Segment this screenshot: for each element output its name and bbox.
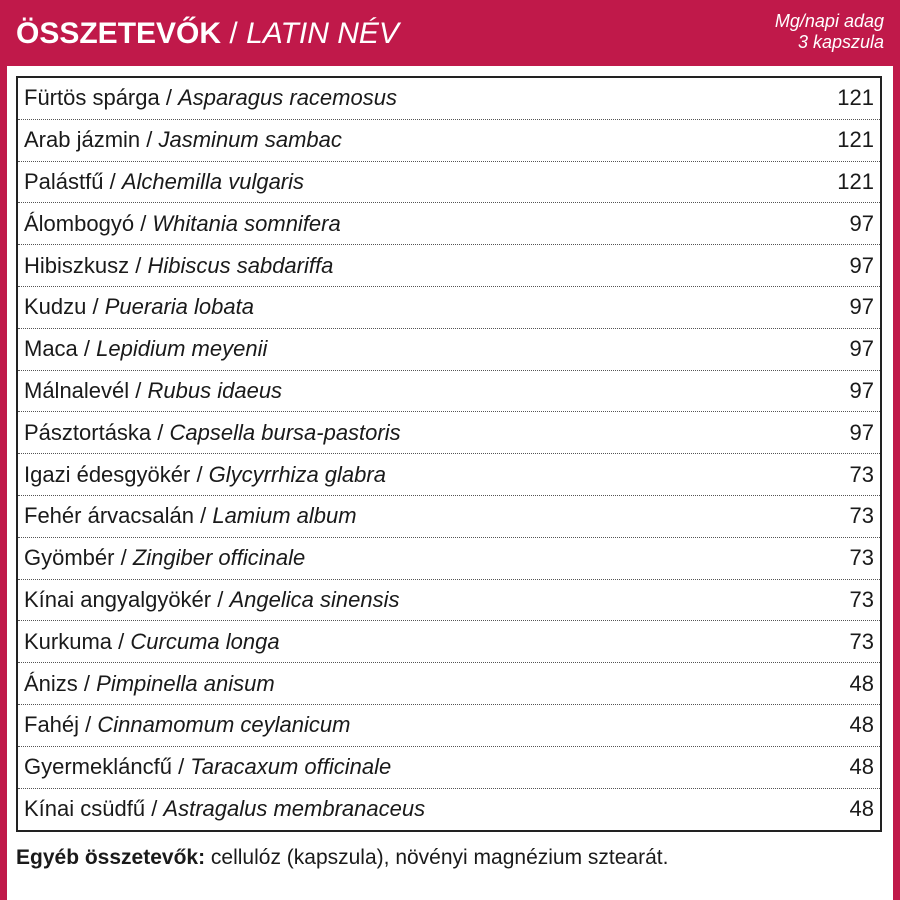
ingredient-common-name: Málnalevél	[24, 377, 130, 403]
ingredient-latin-name: Angelica sinensis	[229, 586, 400, 612]
ingredient-common-name: Kínai csüdfű	[24, 796, 146, 822]
ingredient-dose-value: 97	[849, 210, 874, 236]
ingredient-dose-value: 97	[849, 377, 874, 403]
other-ingredients-label: Egyéb összetevők:	[16, 846, 206, 869]
ingredient-latin-name: Cinnamomum ceylanicum	[97, 712, 351, 738]
ingredient-latin-name: Taracaxum officinale	[190, 754, 392, 780]
name-separator: /	[151, 419, 170, 445]
table-row	[18, 496, 880, 538]
name-separator: /	[86, 294, 105, 320]
name-separator: /	[79, 712, 98, 738]
table-row	[18, 454, 880, 496]
ingredient-dose-value: 48	[849, 670, 874, 696]
name-separator: /	[145, 796, 164, 822]
ingredient-common-name: Gyömbér	[24, 545, 115, 571]
table-row	[18, 412, 880, 454]
ingredient-name-cell	[24, 503, 357, 529]
ingredient-name-cell	[24, 671, 275, 697]
ingredient-latin-name: Whitania somnifera	[152, 210, 341, 236]
table-row	[18, 747, 880, 789]
ingredient-latin-name: Rubus idaeus	[147, 377, 283, 403]
ingredient-dose-value: 121	[837, 168, 874, 194]
ingredient-latin-name: Alchemilla vulgaris	[121, 168, 305, 194]
ingredient-common-name: Fehér árvacsalán	[24, 503, 194, 529]
ingredient-dose-value: 97	[849, 252, 874, 278]
ingredient-name-cell	[24, 712, 350, 738]
ingredient-latin-name: Hibiscus sabdariffa	[147, 252, 334, 278]
name-separator: /	[112, 628, 131, 654]
ingredient-latin-name: Glycyrrhiza glabra	[208, 461, 386, 487]
header-bar	[0, 0, 900, 66]
ingredient-common-name: Palástfű	[24, 168, 104, 194]
ingredient-common-name: Igazi édesgyökér	[24, 461, 191, 487]
name-separator: /	[77, 670, 97, 696]
table-row	[18, 329, 880, 371]
ingredient-name-cell	[24, 294, 254, 320]
table-row	[18, 78, 880, 120]
table-row	[18, 580, 880, 622]
ingredient-common-name: Kudzu	[24, 294, 87, 320]
ingredient-common-name: Kurkuma	[24, 628, 113, 654]
table-row	[18, 621, 880, 663]
ingredient-name-cell	[24, 796, 425, 822]
name-separator: /	[134, 210, 153, 236]
ingredient-name-cell	[24, 127, 342, 153]
other-ingredients	[16, 846, 882, 870]
ingredient-name-cell	[24, 169, 304, 195]
ingredient-name-cell	[24, 629, 280, 655]
name-separator: /	[77, 336, 97, 362]
name-separator: /	[140, 127, 159, 153]
title-latin: LATIN NÉV	[246, 17, 399, 50]
ingredient-name-cell	[24, 211, 341, 237]
ingredient-dose-value: 73	[849, 461, 874, 487]
ingredient-common-name: Kínai angyalgyökér	[24, 586, 212, 612]
ingredient-name-cell	[24, 85, 397, 111]
dose-heading	[775, 11, 884, 53]
name-separator: /	[129, 377, 148, 403]
name-separator: /	[171, 754, 191, 780]
ingredient-dose-value: 97	[849, 294, 874, 320]
ingredient-latin-name: Curcuma longa	[130, 628, 280, 654]
dose-line-2: 3 kapszula	[797, 32, 884, 52]
ingredient-latin-name: Lepidium meyenii	[96, 336, 268, 362]
ingredient-name-cell	[24, 462, 386, 488]
table-row	[18, 162, 880, 204]
ingredient-common-name: Maca	[24, 336, 78, 362]
ingredient-dose-value: 97	[849, 419, 874, 445]
name-separator: /	[190, 461, 209, 487]
table-row	[18, 705, 880, 747]
ingredient-name-cell	[24, 253, 333, 279]
name-separator: /	[193, 503, 213, 529]
ingredient-common-name: Fahéj	[24, 712, 80, 738]
ingredient-dose-value: 48	[849, 796, 874, 822]
ingredient-latin-name: Jasminum sambac	[158, 127, 342, 153]
ingredient-name-cell	[24, 336, 267, 362]
ingredient-common-name: Ánizs	[24, 670, 78, 696]
table-row	[18, 538, 880, 580]
ingredient-dose-value: 73	[849, 503, 874, 529]
ingredient-dose-value: 121	[837, 127, 874, 153]
title-main: ÖSSZETEVŐK	[16, 17, 222, 50]
other-ingredients-text: cellulóz (kapszula), növényi magnézium sztearát.	[205, 846, 669, 869]
ingredient-name-cell	[24, 378, 282, 404]
table-row	[18, 287, 880, 329]
table-row	[18, 663, 880, 705]
ingredient-latin-name: Pueraria lobata	[104, 294, 254, 320]
title-separator: /	[221, 17, 247, 50]
page-title	[16, 14, 399, 54]
name-separator: /	[103, 168, 122, 194]
name-separator: /	[129, 252, 148, 278]
name-separator: /	[159, 85, 179, 111]
ingredient-common-name: Gyermekláncfű	[24, 754, 172, 780]
ingredient-latin-name: Astragalus membranaceus	[163, 796, 426, 822]
ingredient-common-name: Hibiszkusz	[24, 252, 130, 278]
ingredient-name-cell	[24, 754, 391, 780]
ingredient-common-name: Álombogyó	[24, 210, 135, 236]
ingredient-common-name: Fürtös spárga	[24, 85, 160, 111]
ingredient-latin-name: Capsella bursa-pastoris	[169, 419, 401, 445]
ingredient-dose-value: 48	[849, 754, 874, 780]
ingredient-common-name: Pásztortáska	[24, 419, 152, 445]
table-row	[18, 203, 880, 245]
ingredient-name-cell	[24, 587, 399, 613]
ingredient-dose-value: 73	[849, 586, 874, 612]
ingredient-latin-name: Lamium album	[212, 503, 357, 529]
table-row	[18, 371, 880, 413]
ingredient-common-name: Arab jázmin	[24, 127, 141, 153]
ingredient-latin-name: Asparagus racemosus	[178, 85, 397, 111]
content-panel	[7, 66, 893, 900]
table-row	[18, 245, 880, 287]
ingredient-dose-value: 48	[849, 712, 874, 738]
name-separator: /	[211, 586, 230, 612]
table-row	[18, 120, 880, 162]
dose-line-1: Mg/napi adag	[774, 11, 884, 31]
table-row	[18, 789, 880, 831]
ingredient-latin-name: Zingiber officinale	[132, 545, 306, 571]
ingredient-dose-value: 73	[849, 628, 874, 654]
ingredient-name-cell	[24, 545, 305, 571]
name-separator: /	[114, 545, 133, 571]
ingredient-dose-value: 73	[849, 545, 874, 571]
ingredient-dose-value: 97	[849, 336, 874, 362]
ingredient-latin-name: Pimpinella anisum	[96, 670, 275, 696]
ingredient-name-cell	[24, 420, 401, 446]
ingredient-table	[16, 76, 882, 832]
ingredient-dose-value: 121	[837, 85, 874, 111]
